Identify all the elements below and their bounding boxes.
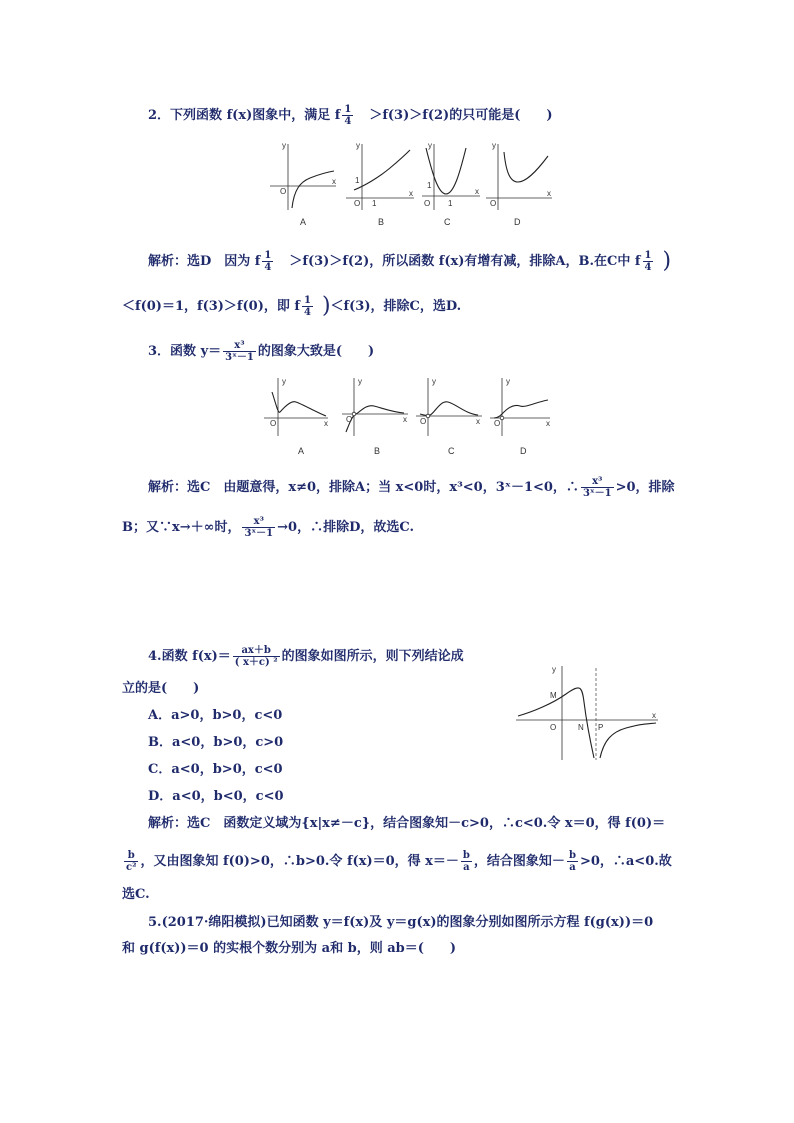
q4-solution-line3: 选C. bbox=[122, 887, 150, 902]
q3-graphs bbox=[262, 374, 552, 464]
q2-graphs bbox=[268, 138, 558, 233]
svg-text:O: O bbox=[424, 199, 431, 208]
svg-text:y: y bbox=[356, 141, 360, 150]
svg-text:C: C bbox=[448, 446, 455, 456]
svg-text:1: 1 bbox=[355, 176, 360, 185]
svg-text:y: y bbox=[492, 141, 496, 150]
svg-text:O: O bbox=[490, 199, 497, 208]
svg-text:x: x bbox=[332, 177, 336, 186]
svg-text:B: B bbox=[378, 217, 385, 227]
svg-text:O: O bbox=[550, 723, 557, 732]
q2-fraction: $\frac{1}{4}$ bbox=[344, 104, 352, 127]
svg-text:x: x bbox=[475, 187, 479, 196]
q3-graph-a bbox=[264, 377, 328, 456]
svg-text:M: M bbox=[550, 691, 557, 700]
q2-stem: 2．下列函数 f(x)图象中，满足 f $\frac{1}{4}$ ＞f(3)＞f(2)的只可能是( ) bbox=[148, 104, 553, 127]
q2-graph-b bbox=[346, 141, 414, 227]
svg-text:x: x bbox=[652, 711, 656, 720]
q2-graph-a bbox=[270, 141, 336, 227]
svg-text:x: x bbox=[476, 417, 480, 426]
svg-text:y: y bbox=[506, 377, 510, 386]
svg-text:1: 1 bbox=[448, 199, 453, 208]
q4-solution-line1: 解析：选C 函数定义域为{x|x≠－c}，结合图象知－c>0，∴c<0.令 x＝0，得 f(0)＝ bbox=[148, 816, 666, 831]
svg-text:O: O bbox=[346, 415, 353, 424]
q4-option-b: B．a<0，b>0，c>0 bbox=[148, 735, 284, 750]
svg-text:y: y bbox=[432, 377, 436, 386]
svg-text:x: x bbox=[547, 189, 551, 198]
q3-stem: 3．函数 y＝ $\frac{\text{x³}}{\text{3ˣ－1}}$ 的图象大致是( ) bbox=[148, 340, 375, 363]
q5-stem-line1: 5.(2017·绵阳模拟)已知函数 y＝f(x)及 y＝g(x)的图象分别如图所示方程 f(g(x))＝0 bbox=[148, 915, 654, 930]
svg-text:O: O bbox=[270, 419, 277, 428]
svg-text:A: A bbox=[300, 217, 307, 227]
svg-text:O: O bbox=[420, 417, 427, 426]
svg-text:x: x bbox=[546, 419, 550, 428]
svg-text:y: y bbox=[552, 665, 556, 674]
svg-text:A: A bbox=[298, 446, 305, 456]
q3-graph-d bbox=[490, 377, 550, 456]
svg-text:P: P bbox=[598, 723, 604, 732]
svg-text:D: D bbox=[520, 446, 527, 456]
q2-graph-c bbox=[422, 141, 480, 227]
svg-text:N: N bbox=[578, 723, 584, 732]
svg-text:y: y bbox=[282, 141, 286, 150]
q4-option-c: C．a<0，b>0，c<0 bbox=[148, 762, 283, 777]
q2-solution-line1: 解析：选D 因为 f $\frac{1}{4}$ ＞f(3)＞f(2)，所以函数 f(x)有增有减，排除A，B.在C中 f $\frac{1}{4}$ ) bbox=[148, 248, 672, 274]
q4-solution-line2: $\frac{b}{\text{c²}}$ ，又由图象知 f(0)>0，∴b>0.令 f(x)＝0，得 x＝－ $\frac{b}{a}$ ，结合图象知－ $\frac{b}{a}$ >0，∴a<0.故 bbox=[126, 850, 672, 873]
svg-text:y: y bbox=[358, 377, 362, 386]
q4-option-a: A．a>0，b>0，c<0 bbox=[148, 708, 283, 723]
q2-solution-line2: ＜f(0)＝1，f(3)＞f(0)，即 f $\frac{1}{4}$ )＜f(3)，排除C，选D. bbox=[122, 293, 462, 319]
q3-solution-line1: 解析：选C 由题意得，x≠0，排除A；当 x<0时，x³<0，3ˣ－1<0，∴ $\frac{\text{x³}}{\text{3ˣ－1}}$ >0，排除 bbox=[148, 476, 675, 499]
q3-solution-line2: B；又∵x→＋∞时， $\frac{\text{x³}}{\text{3ˣ－1}}$ →0，∴排除D，故选C. bbox=[122, 516, 414, 539]
svg-text:D: D bbox=[514, 217, 521, 227]
q3-graph-b bbox=[342, 377, 408, 456]
q4-graph bbox=[512, 662, 662, 764]
q3-graph-c bbox=[416, 377, 482, 456]
svg-text:C: C bbox=[444, 217, 451, 227]
svg-text:1: 1 bbox=[372, 199, 377, 208]
svg-text:O: O bbox=[494, 419, 501, 428]
q2-graph-d bbox=[486, 141, 552, 227]
svg-text:y: y bbox=[282, 377, 286, 386]
q4-stem-cont: 立的是( ) bbox=[122, 681, 200, 696]
svg-text:x: x bbox=[403, 415, 407, 424]
q5-stem-line2: 和 g(f(x))＝0 的实根个数分别为 a和 b，则 ab＝( ) bbox=[122, 941, 457, 956]
svg-text:1: 1 bbox=[427, 181, 432, 190]
svg-text:B: B bbox=[374, 446, 381, 456]
svg-text:y: y bbox=[428, 141, 432, 150]
svg-text:O: O bbox=[354, 199, 361, 208]
q4-option-d: D．a<0，b<0，c<0 bbox=[148, 789, 284, 804]
svg-text:O: O bbox=[280, 187, 287, 196]
q4-stem: 4.函数 f(x)＝ $\frac{ax+b}{\text{( x＋c) ²}}$ 的图象如图所示，则下列结论成 bbox=[148, 645, 464, 668]
svg-text:x: x bbox=[324, 419, 328, 428]
svg-text:x: x bbox=[409, 189, 413, 198]
